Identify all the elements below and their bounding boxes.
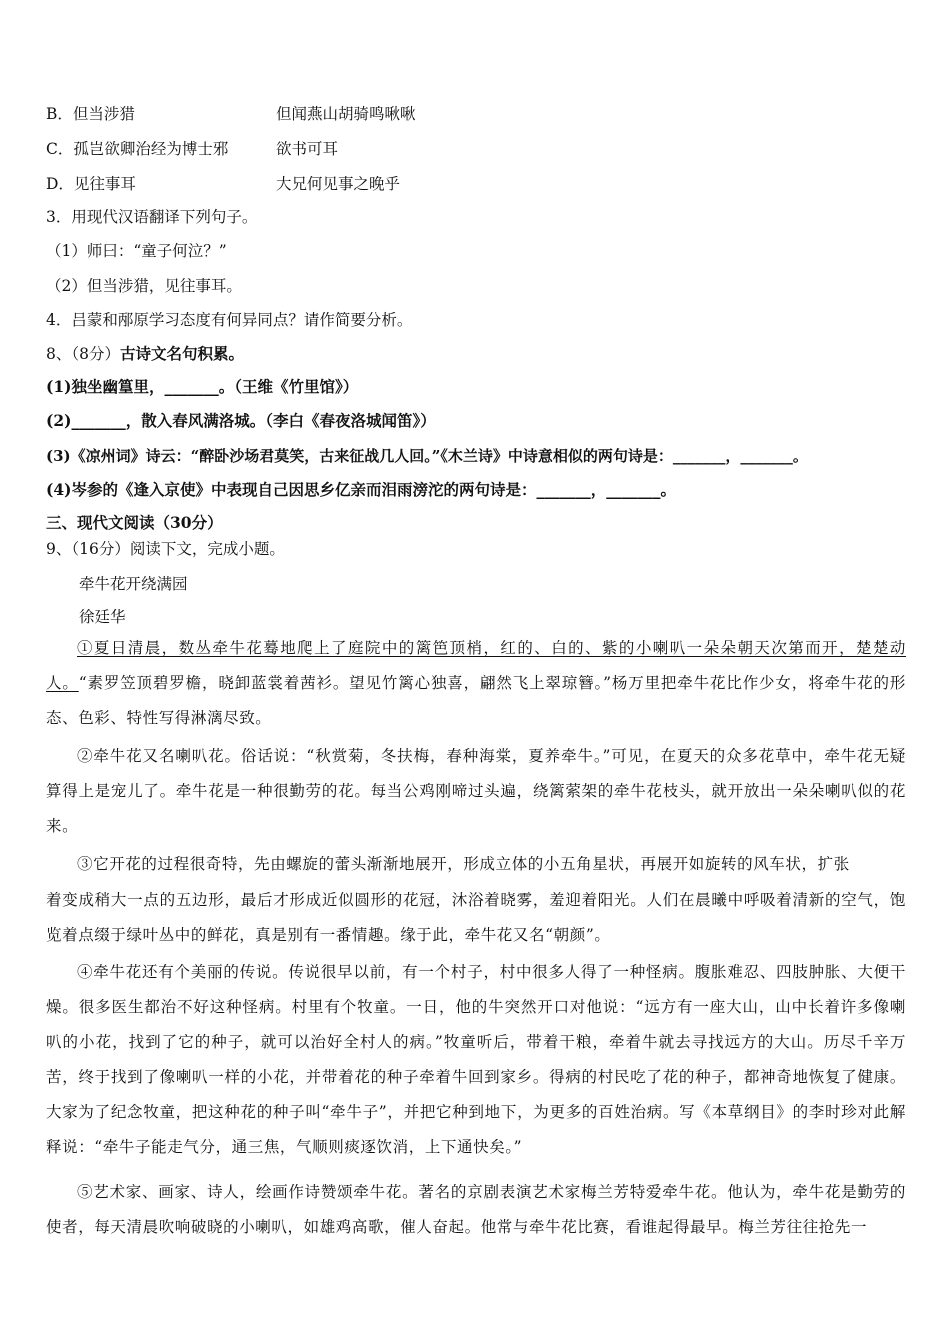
question-8-title: 古诗文名句积累。: [119, 344, 244, 363]
question-3-sentence-1: （1）师曰：“童子何泣？”: [46, 242, 227, 260]
option-d-left: D．见往事耳: [46, 175, 136, 193]
question-8-item-1: (1)独坐幽篁里，_______。（王维《竹里馆》）: [46, 377, 359, 396]
question-8-number: 8、（8分）: [46, 345, 120, 363]
article-paragraph-2: ②牵牛花又名喇叭花。俗话说：“秋赏菊，冬扶梅，春种海棠，夏养牵牛。”可见，在夏天的众多花草中，牵牛花无疑算得上是宠儿了。牵牛花是一种很勤劳的花。每当公鸡刚啼过头遍，绕篱萦架的牵牛花枝头，就开放出一朵朵喇叭似的花来。: [46, 747, 906, 835]
article-author: 徐廷华: [79, 608, 126, 626]
question-3-sentence-2: （2）但当涉猎，见往事耳。: [46, 277, 242, 295]
question-8-item-3: (3)《凉州词》诗云：“醉卧沙场君莫笑，古来征战几人回。”《木兰诗》中诗意相似的两句诗是：_______，_______。: [46, 447, 808, 465]
article-paragraph-4: ④牵牛花还有个美丽的传说。传说很早以前，有一个村子，村中很多人得了一种怪病。腹胀难忍、四肢肿胀、大便干燥。很多医生都治不好这种怪病。村里有个牧童。一日，他的牛突然开口对他说：“远方有一座大山，山中长着许多像喇叭的小花，找到了它的种子，就可以治好全村人的病。”牧童听后，带着干粮，牵着牛就去寻找远方的大山。历尽千辛万苦，终于找到了像喇叭一样的小花，并带着花的种子牵着牛回到家乡。得病的村民吃了花的种子，都神奇地恢复了健康。大家为了纪念牧童，把这种花的种子叫“牵牛子”，并把它种到地下，为更多的百姓治病。写《本草纲目》的李时珍对此解释说：“牵牛子能走气分，通三焦，气顺则痰逐饮消，上下通快矣。”: [46, 963, 906, 1156]
article-paragraph-3a: ③它开花的过程很奇特，先由螺旋的蕾头渐渐地展开，形成立体的小五角星状，再展开如旋转的风车状，扩张: [77, 855, 850, 873]
question-8-item-2: (2)_______，散入春风满洛城。（李白《春夜洛城闻笛》）: [46, 411, 436, 430]
question-3-title: 3．用现代汉语翻译下列句子。: [46, 208, 258, 226]
option-b-right: 但闻燕山胡骑鸣啾啾: [276, 105, 416, 123]
underlined-sentence: ①夏日清晨，数丛牵牛花蓦地爬上了庭院中的篱笆顶梢，红的、白的、紫的小喇叭一朵朵朝天次第而开，楚楚动人。: [46, 639, 906, 692]
option-b-left: B．但当涉猎: [46, 105, 135, 123]
question-8-item-4: (4)岑参的《逢入京使》中表现自己因思乡亿亲而泪雨滂沱的两句诗是：_______，_______。: [46, 480, 676, 499]
question-8-heading: [46, 344, 244, 364]
article-paragraph-3b: 着变成稍大一点的五边形，最后才形成近似圆形的花冠，沐浴着晓雾，羞迎着阳光。人们在晨曦中呼吸着清新的空气，饱览着点缀于绿叶丛中的鲜花，真是别有一番情趣。缘于此，牵牛花又名“朝颜”。: [46, 891, 906, 944]
question-9-heading: 9、（16分）阅读下文，完成小题。: [46, 540, 285, 558]
article-paragraph-1: [46, 631, 906, 736]
option-c-right: 欲书可耳: [276, 140, 339, 158]
section-3-heading: 三、现代文阅读（30分）: [46, 513, 223, 532]
paragraph-1-rest: “素罗笠顶碧罗檐，晓卸蓝裳着茜衫。望见竹篱心独喜，翩然飞上翠琼簪。”杨万里把牵牛花比作少女，将牵牛花的形态、色彩、特性写得淋漓尽致。: [46, 674, 906, 727]
article-title: 牵牛花开绕满园: [79, 575, 188, 593]
article-paragraph-5: ⑤艺术家、画家、诗人，绘画作诗赞颂牵牛花。著名的京剧表演艺术家梅兰芳特爱牵牛花。他认为，牵牛花是勤劳的使者，每天清晨吹响破晓的小喇叭，如雄鸡高歌，催人奋起。他常与牵牛花比赛，看谁起得最早。梅兰芳往往抢先一: [46, 1183, 906, 1236]
option-c-left: C．孤岂欲卿治经为博士邪: [46, 140, 229, 158]
option-d-right: 大兄何见事之晚乎: [276, 175, 401, 193]
question-4: 4．吕蒙和邴原学习态度有何异同点？请作简要分析。: [46, 311, 413, 329]
